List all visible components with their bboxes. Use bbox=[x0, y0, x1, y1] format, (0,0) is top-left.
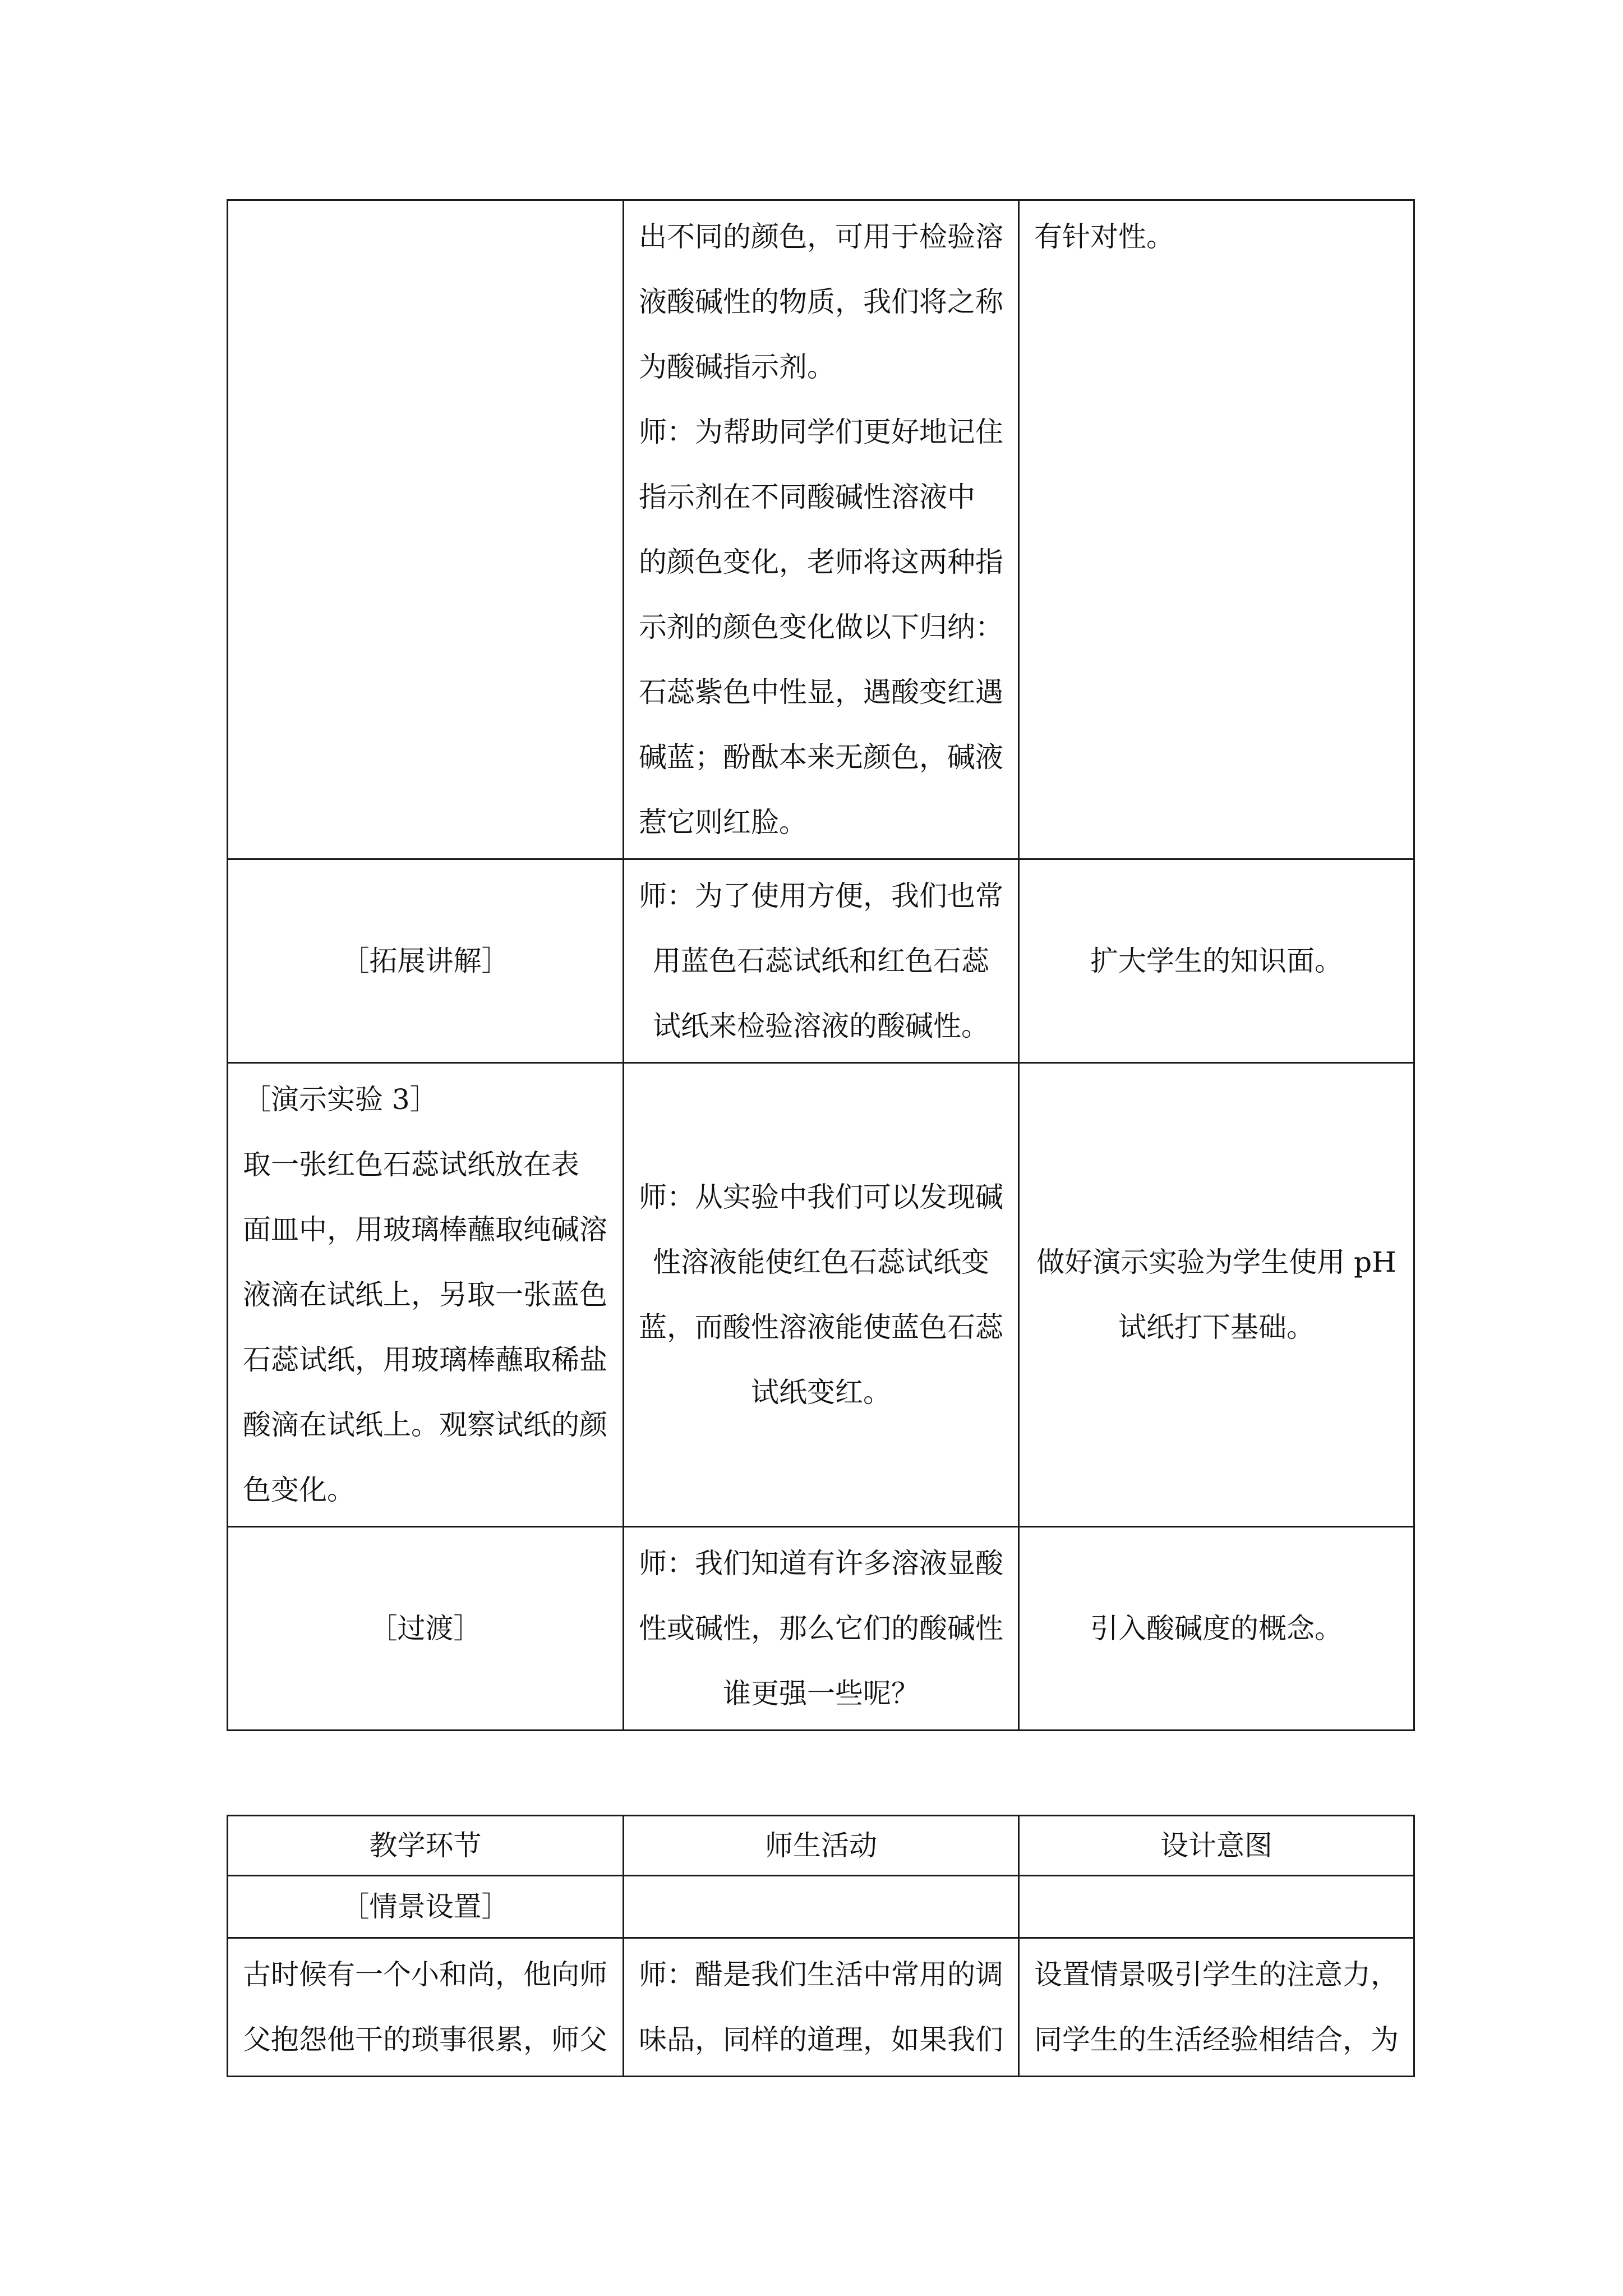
cell-line: 蓝，而酸性溶液能使蓝色石蕊 bbox=[639, 1311, 1003, 1343]
cell-line: ［演示实验 3］ bbox=[243, 1083, 438, 1116]
design-intent-cell bbox=[1019, 1876, 1414, 1938]
section-label-cell: ［情景设置］ bbox=[228, 1876, 624, 1938]
cell-line: 面皿中，用玻璃棒蘸取纯碱溶 bbox=[243, 1213, 607, 1246]
cell-line: 石蕊紫色中性显，遇酸变红遇 bbox=[639, 676, 1003, 708]
activity-cell bbox=[624, 859, 1019, 1063]
cell-line: 出不同的颜色，可用于检验溶 bbox=[639, 220, 1003, 253]
cell-line: 做好演示实验为学生使用 pH bbox=[1036, 1246, 1396, 1278]
cell-line: 设置情景吸引学生的注意力， bbox=[1034, 1958, 1399, 1991]
cell-line: 色变化。 bbox=[243, 1474, 355, 1506]
cell-line: 谁更强一些呢？ bbox=[723, 1677, 919, 1710]
cell-line: 引入酸碱度的概念。 bbox=[1090, 1612, 1343, 1645]
cell-line: 为酸碱指示剂。 bbox=[639, 351, 835, 383]
cell-line: 试纸变红。 bbox=[751, 1376, 891, 1409]
table-header-row bbox=[228, 1816, 1414, 1876]
cell-line: 味品，同样的道理，如果我们 bbox=[639, 2023, 1003, 2056]
cell-line: 有针对性。 bbox=[1034, 220, 1174, 253]
header-activity: 师生活动 bbox=[624, 1816, 1019, 1876]
table-row bbox=[228, 859, 1414, 1063]
cell-line: 试纸来检验溶液的酸碱性。 bbox=[653, 1010, 989, 1042]
cell-line: 古时候有一个小和尚，他向师 bbox=[243, 1958, 607, 1991]
design-intent-cell bbox=[1019, 1938, 1414, 2077]
activity-cell bbox=[624, 1527, 1019, 1731]
cell-line: 指示剂在不同酸碱性溶液中 bbox=[639, 481, 975, 513]
activity-cell bbox=[624, 200, 1019, 859]
activity-cell bbox=[624, 1876, 1019, 1938]
table-row bbox=[228, 200, 1414, 859]
cell-line: 取一张红色石蕊试纸放在表 bbox=[243, 1148, 579, 1181]
design-intent-cell bbox=[1019, 1527, 1414, 1731]
teaching-step-cell bbox=[228, 1527, 624, 1731]
header-design-intent: 设计意图 bbox=[1019, 1816, 1414, 1876]
cell-line: ［拓展讲解］ bbox=[341, 945, 510, 977]
lesson-table-continued bbox=[227, 199, 1415, 1731]
teaching-step-cell bbox=[228, 859, 624, 1063]
cell-line: 父抱怨他干的琐事很累，师父 bbox=[243, 2023, 607, 2056]
teaching-step-cell bbox=[228, 1063, 624, 1527]
cell-line: 示剂的颜色变化做以下归纳： bbox=[639, 611, 1003, 643]
teaching-step-cell bbox=[228, 1938, 624, 2077]
cell-line: 酸滴在试纸上。观察试纸的颜 bbox=[243, 1409, 607, 1441]
cell-line: 师：醋是我们生活中常用的调 bbox=[639, 1958, 1003, 1991]
cell-line: 碱蓝；酚酞本来无颜色，碱液 bbox=[639, 741, 1003, 774]
table-row bbox=[228, 1938, 1414, 2077]
teaching-step-cell bbox=[228, 200, 624, 859]
cell-line: 性溶液能使红色石蕊试纸变 bbox=[653, 1246, 989, 1278]
cell-line: 师：为了使用方便，我们也常 bbox=[639, 880, 1003, 912]
table-row bbox=[228, 1527, 1414, 1731]
design-intent-cell bbox=[1019, 859, 1414, 1063]
cell-line: 性或碱性，那么它们的酸碱性 bbox=[639, 1612, 1003, 1645]
cell-line: 液酸碱性的物质，我们将之称 bbox=[639, 286, 1003, 318]
cell-line: 的颜色变化，老师将这两种指 bbox=[639, 546, 1003, 578]
cell-line: 师：我们知道有许多溶液显酸 bbox=[639, 1547, 1003, 1580]
cell-line: 同学生的生活经验相结合，为 bbox=[1034, 2023, 1399, 2056]
cell-line: 惹它则红脸。 bbox=[639, 806, 807, 839]
design-intent-cell bbox=[1019, 1063, 1414, 1527]
cell-line: 师：从实验中我们可以发现碱 bbox=[639, 1181, 1003, 1213]
cell-line: 用蓝色石蕊试纸和红色石蕊 bbox=[653, 945, 989, 977]
cell-line: 石蕊试纸，用玻璃棒蘸取稀盐 bbox=[243, 1343, 607, 1376]
design-intent-cell bbox=[1019, 200, 1414, 859]
cell-line: 液滴在试纸上，另取一张蓝色 bbox=[243, 1278, 607, 1311]
lesson-table bbox=[227, 1815, 1415, 2077]
table-row bbox=[228, 1063, 1414, 1527]
table-row bbox=[228, 1876, 1414, 1938]
cell-line: 试纸打下基础。 bbox=[1118, 1311, 1315, 1343]
activity-cell bbox=[624, 1938, 1019, 2077]
cell-line: ［过渡］ bbox=[369, 1612, 482, 1645]
header-teaching-step: 教学环节 bbox=[228, 1816, 624, 1876]
activity-cell bbox=[624, 1063, 1019, 1527]
cell-line: 师：为帮助同学们更好地记住 bbox=[639, 416, 1003, 448]
cell-line: 扩大学生的知识面。 bbox=[1090, 945, 1343, 977]
